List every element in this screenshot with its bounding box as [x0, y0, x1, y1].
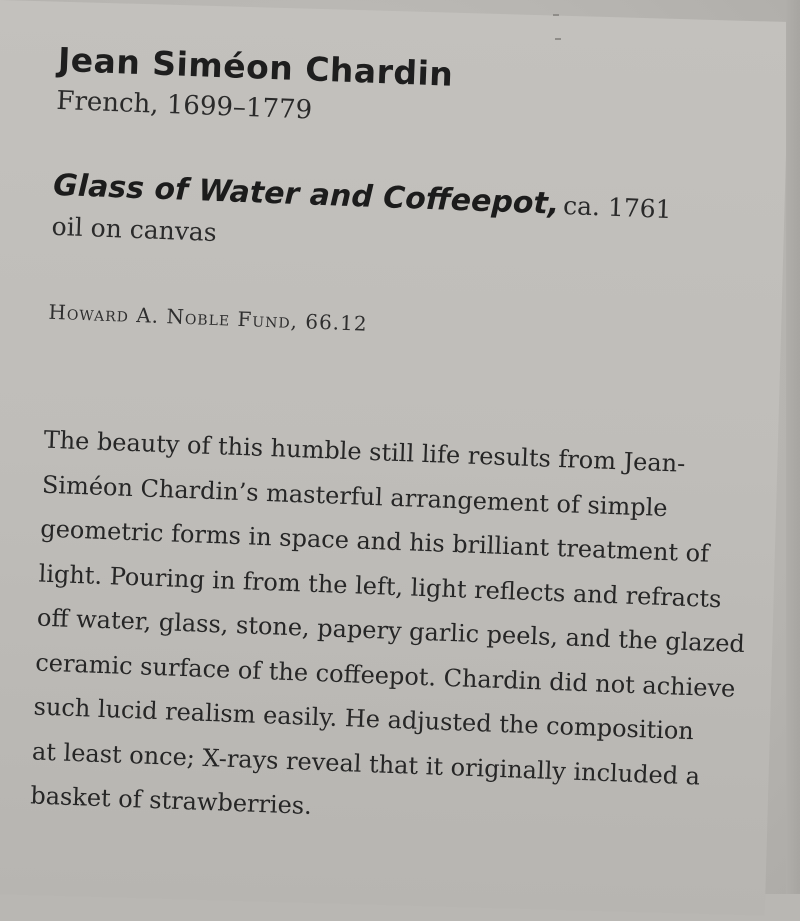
description-line: at least once; X-rays reveal that it originally included a	[31, 736, 701, 791]
artist-nationality-dates: French, 1699–1779	[55, 85, 313, 126]
description-line: off water, glass, stone, papery garlic peels, and the glazed	[36, 603, 746, 659]
artwork-medium: oil on canvas	[51, 211, 218, 247]
description-line: Siméon Chardin’s masterful arrangement of simple	[41, 470, 669, 522]
description-line: basket of strawberries.	[29, 781, 313, 820]
wall-mark	[553, 14, 559, 16]
artwork-title: Glass of Water and Coffeepot,	[52, 167, 560, 222]
description-line: light. Pouring in from the left, light reflects and refracts	[38, 559, 722, 613]
description-line: geometric forms in space and his brilliant treatment of	[39, 514, 710, 568]
artist-name: Jean Siméon Chardin	[57, 39, 455, 94]
description	[30, 418, 753, 845]
description-line: ceramic surface of the coffeepot. Chardin did not achieve	[34, 648, 736, 703]
artwork-date: ca. 1761	[562, 190, 673, 225]
description-line: The beauty of this humble still life results from Jean-	[43, 425, 686, 478]
credit-line: Howard A. Noble Fund, 66.12	[48, 299, 369, 336]
description-line: such lucid realism easily. He adjusted the composition	[33, 692, 695, 746]
